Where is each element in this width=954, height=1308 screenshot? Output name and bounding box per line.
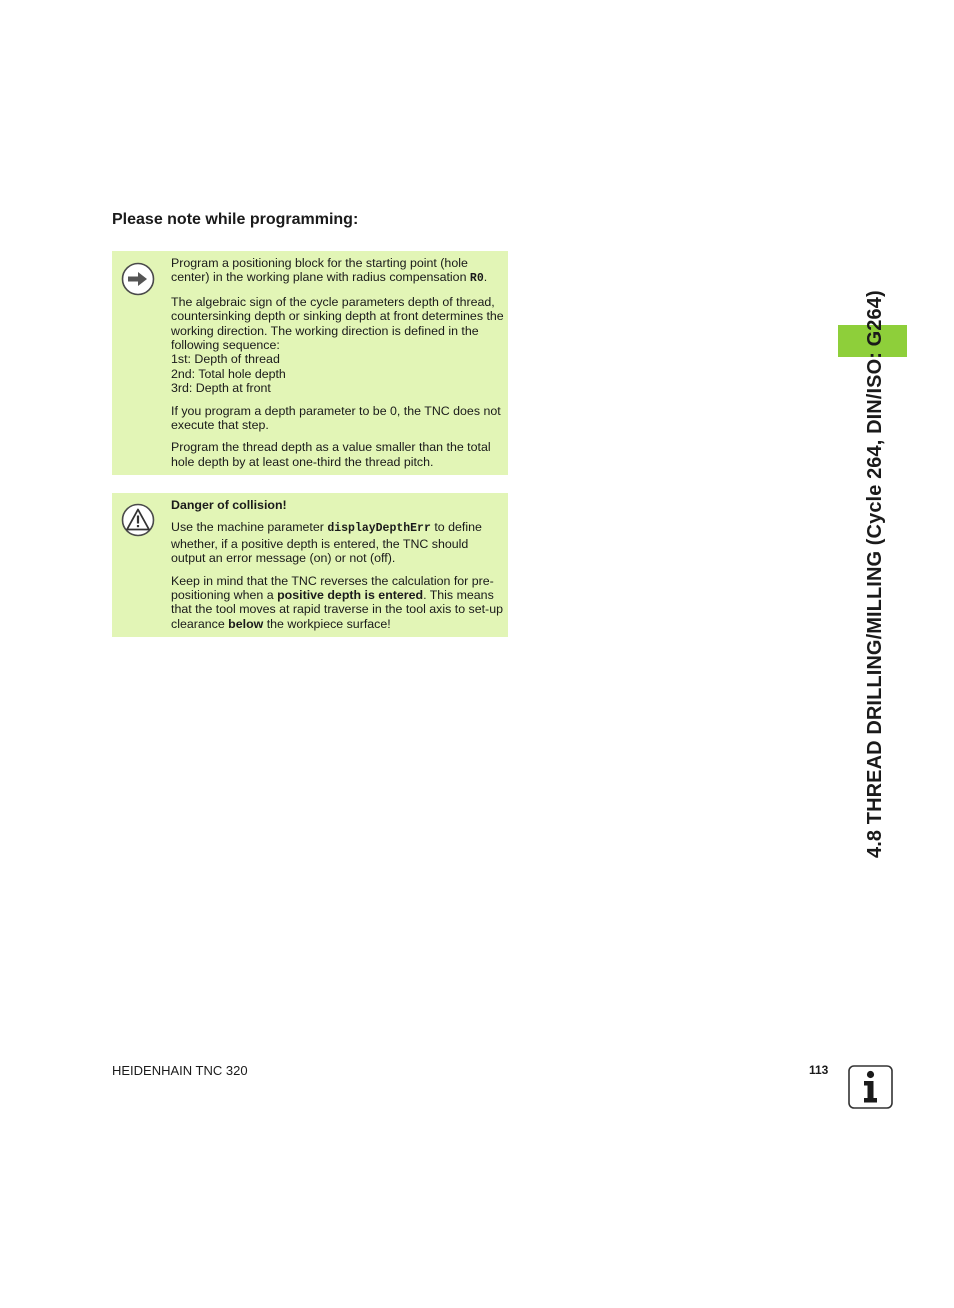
warning-note-text <box>171 498 505 639</box>
info-note-text <box>171 256 505 477</box>
warning-triangle-icon <box>121 503 155 537</box>
warning-title: Danger of collision! <box>171 498 287 512</box>
info-paragraph-start-point: Program a positioning block for the starting point (hole center) in the working plane with radius compensation R0. <box>171 256 488 286</box>
info-paragraph-sign: The algebraic sign of the cycle parameters depth of thread, countersinking depth or sinking depth at front determines the working direction. The working direction is defined in the following sequence: 1st: Depth of thread 2nd: Total hole depth 3rd: Depth at front <box>171 294 504 396</box>
page-number: 113 <box>809 1063 829 1077</box>
info-note-box <box>112 251 508 475</box>
code-display-depth-err: displayDepthErr <box>327 522 431 536</box>
info-paragraph-zero-depth: If you program a depth parameter to be 0, the TNC does not execute that step. <box>171 403 501 433</box>
info-paragraph-thread-depth: Program the thread depth as a value smaller than the total hole depth by at least one-third the thread pitch. <box>171 440 491 469</box>
code-r0: R0 <box>469 272 484 286</box>
chapter-side-title: 4.8 THREAD DRILLING/MILLING (Cycle 264, DIN/ISO: G264) <box>864 290 886 858</box>
info-i-icon <box>848 1065 893 1109</box>
footer-product-name: HEIDENHAIN TNC 320 <box>112 1063 248 1078</box>
warning-paragraph-reverse: Keep in mind that the TNC reverses the calculation for pre-positioning when a positive depth is entered. This means that the tool moves at rapid traverse in the tool axis to set-up clearance below the workpiece surface! <box>171 573 503 631</box>
arrow-right-icon <box>121 262 155 296</box>
warning-note-box <box>112 493 508 637</box>
section-heading: Please note while programming: <box>112 211 359 228</box>
warning-paragraph-parameter: Use the machine parameter displayDepthErr to define whether, if a positive depth is entered, the TNC should output an error message (on) or not (off). <box>171 520 482 566</box>
